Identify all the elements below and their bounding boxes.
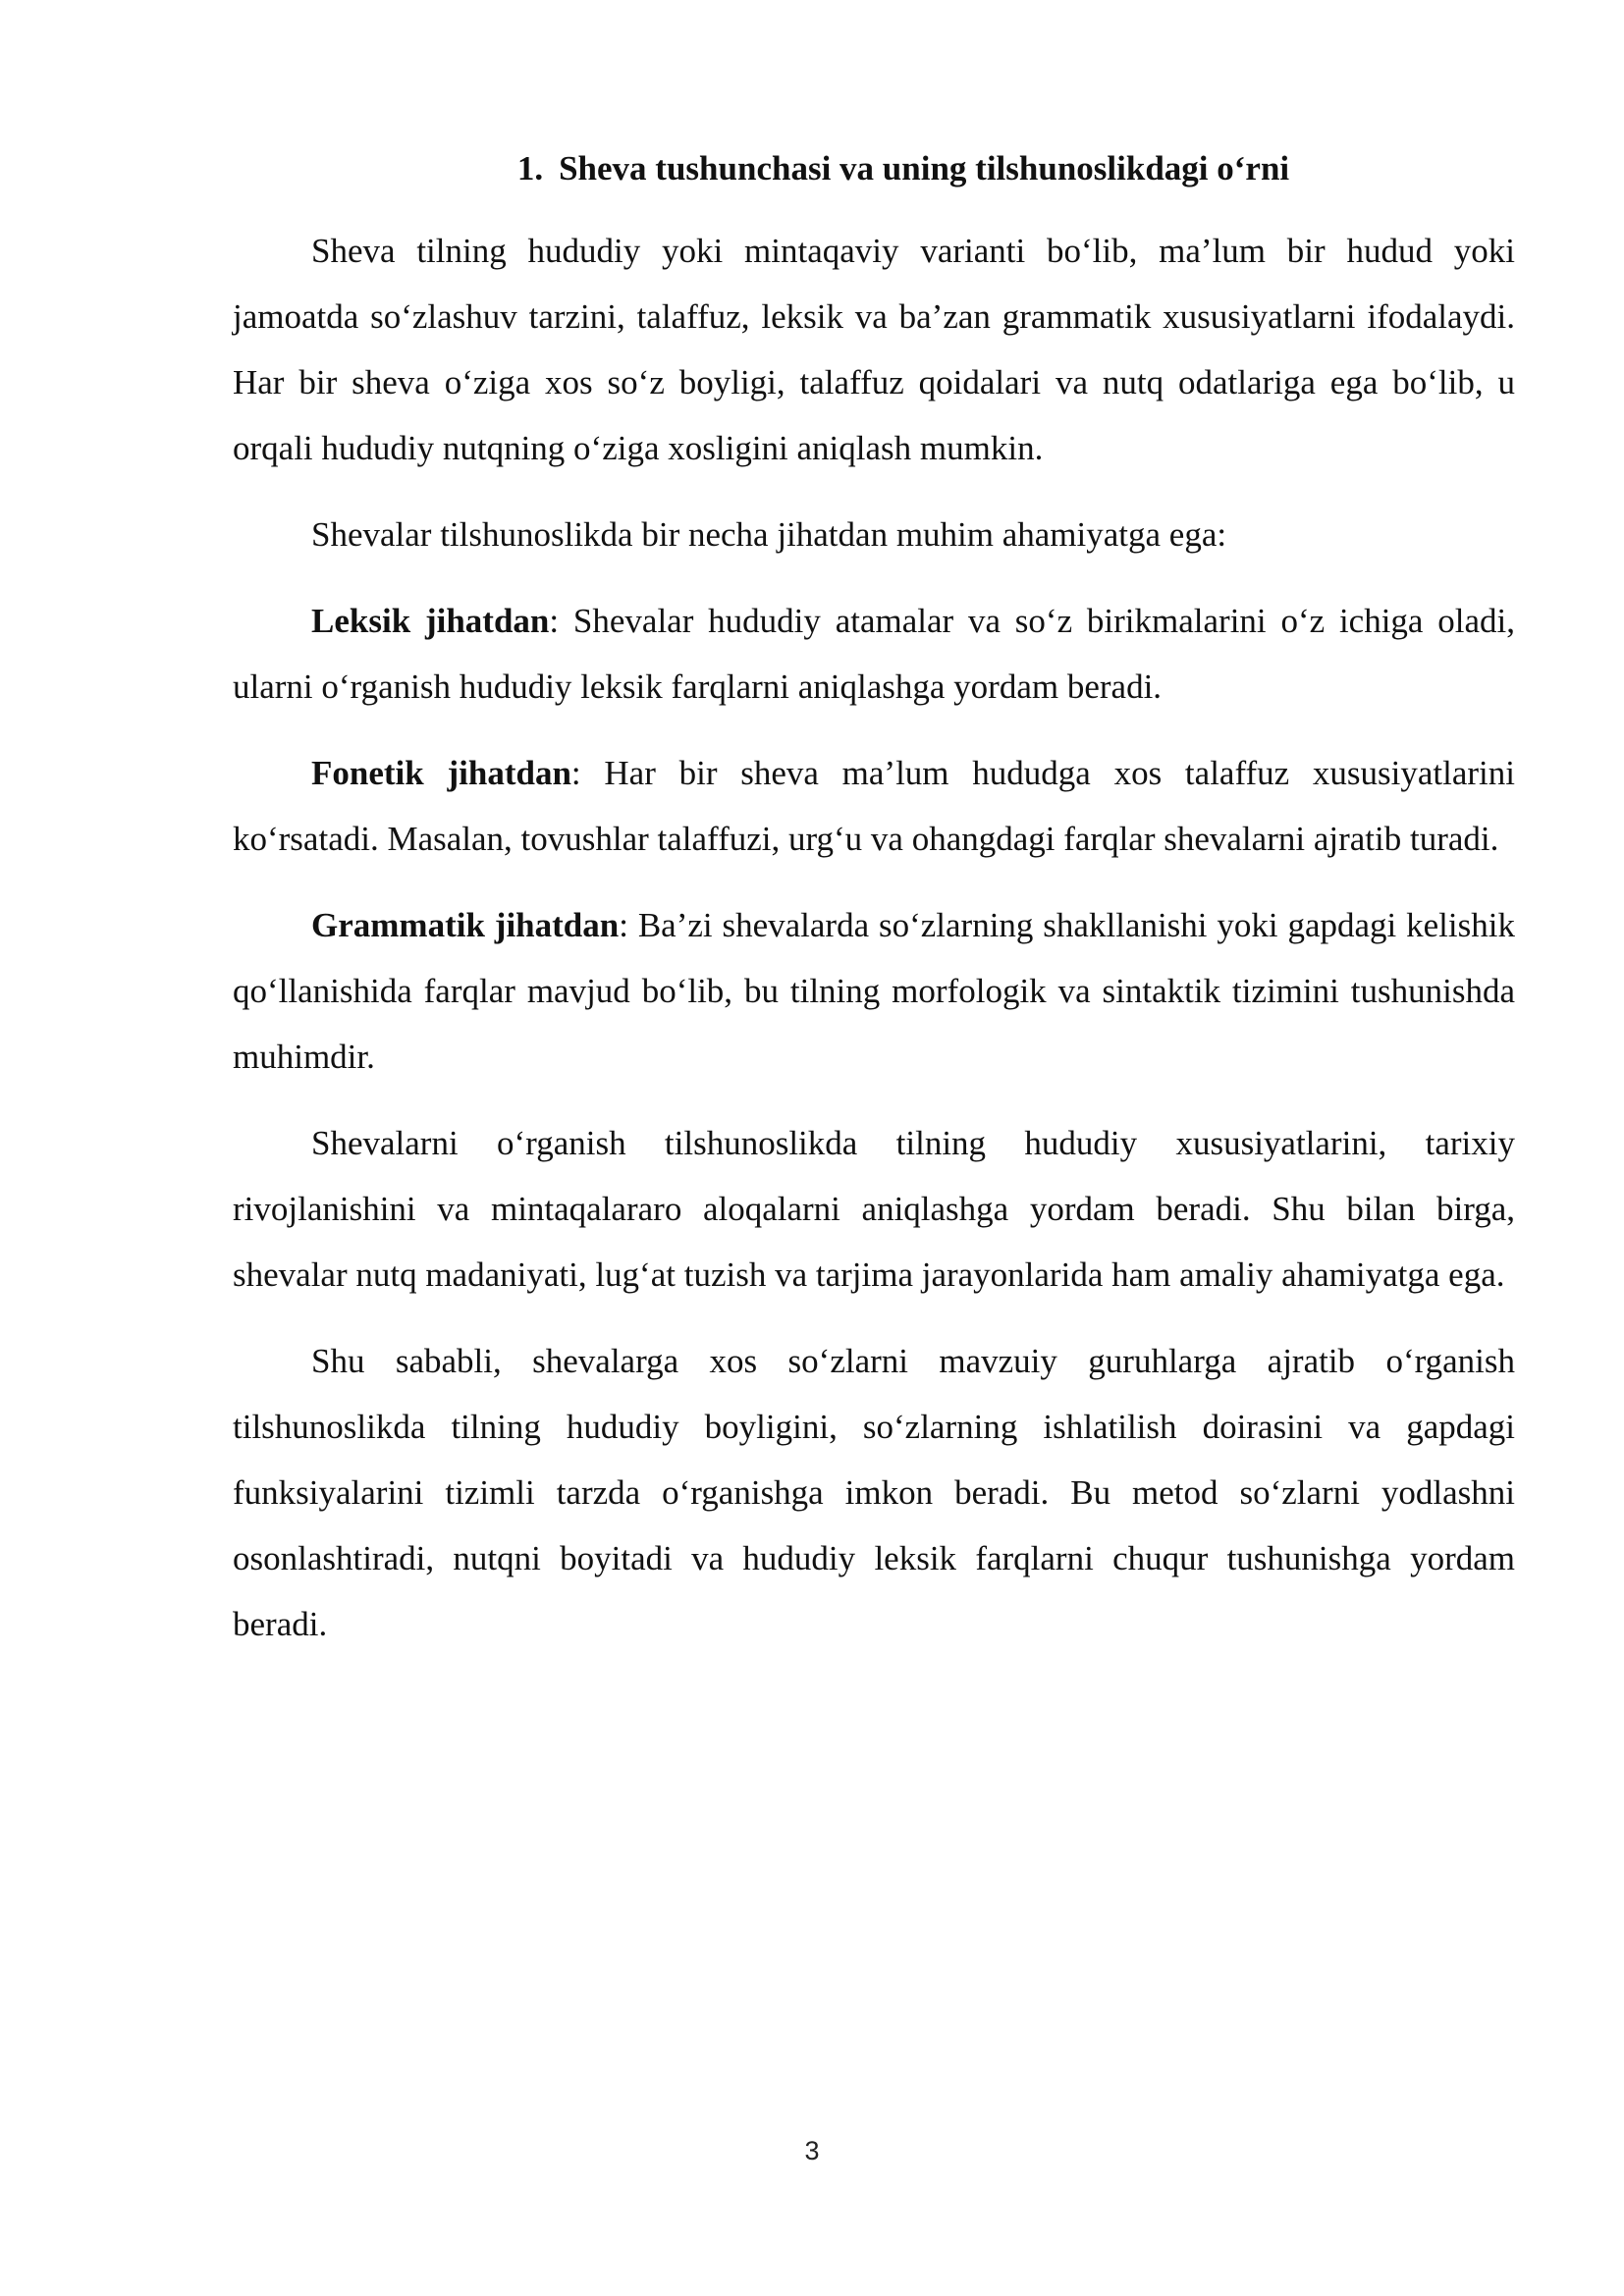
paragraph-text: : Ba’zi shevalarda so‘zlarning shakllanishi yoki gapdagi kelishik qo‘llanishida farqlar mavjud bo‘lib, bu tilning morfologik va sintaktik tizimini tushunishda muhimdir. [233, 906, 1515, 1076]
paragraph-conclusion [233, 1328, 1515, 1657]
paragraph-text: Sheva tilning hududiy yoki mintaqaviy varianti bo‘lib, ma’lum bir hudud yoki jamoatda so‘zlashuv tarzini, talaffuz, leksik va ba’zan grammatik xususiyatlarni ifodalaydi. Har bir sheva o‘ziga xos so‘z boyligi, talaffuz qoidalari va nutq odatlariga ega bo‘lib, u orqali hududiy nutqning o‘ziga xosligini aniqlash mumkin. [233, 232, 1515, 467]
paragraph-study [233, 1110, 1515, 1308]
section-title: Sheva tushunchasi va uning tilshunoslikdagi o‘rni [559, 149, 1290, 187]
paragraph-text: : Har bir sheva ma’lum hududga xos talaffuz xususiyatlarini ko‘rsatadi. Masalan, tovushlar talaffuzi, urg‘u va ohangdagi farqlar shevalarni ajratib turadi. [233, 754, 1515, 858]
page-number: 3 [804, 2136, 820, 2165]
paragraph-text: Shu sababli, shevalarga xos so‘zlarni mavzuiy guruhlarga ajratib o‘rganish tilshunoslikda tilning hududiy boyligini, so‘zlarning ishlatilish doirasini va gapdagi funksiyalarini tizimli tarzda o‘rganishga imkon beradi. Bu metod so‘zlarni yodlashni osonlashtiradi, nutqni boyitadi va hududiy leksik farqlarni chuqur tushunishga yordam beradi. [233, 1342, 1515, 1643]
paragraph-text: Shevalarni o‘rganish tilshunoslikda tilning hududiy xususiyatlarini, tarixiy rivojlanishini va mintaqalararo aloqalarni aniqlashga yordam beradi. Shu bilan birga, shevalar nutq madaniyati, lug‘at tuzish va tarjima jarayonlarida ham amaliy ahamiyatga ega. [233, 1124, 1515, 1294]
paragraph-lexical [233, 588, 1515, 720]
paragraph-definition [233, 218, 1515, 481]
paragraph-intro [233, 502, 1515, 567]
paragraph-term: Grammatik jihatdan [311, 906, 620, 944]
paragraph-phonetic [233, 740, 1515, 872]
paragraph-term: Fonetik jihatdan [311, 754, 571, 792]
paragraph-text: : Shevalar hududiy atamalar va so‘z birikmalarini o‘z ichiga oladi, ularni o‘rganish hududiy leksik farqlarni aniqlashga yordam beradi. [233, 602, 1515, 706]
paragraph-text: Shevalar tilshunoslikda bir necha jihatdan muhim ahamiyatga ega: [311, 515, 1227, 554]
document-page [233, 149, 1515, 1678]
section-number: 1. [516, 149, 544, 187]
section-heading [233, 149, 1515, 188]
paragraph-grammatical [233, 892, 1515, 1090]
paragraph-term: Leksik jihatdan [311, 602, 550, 640]
